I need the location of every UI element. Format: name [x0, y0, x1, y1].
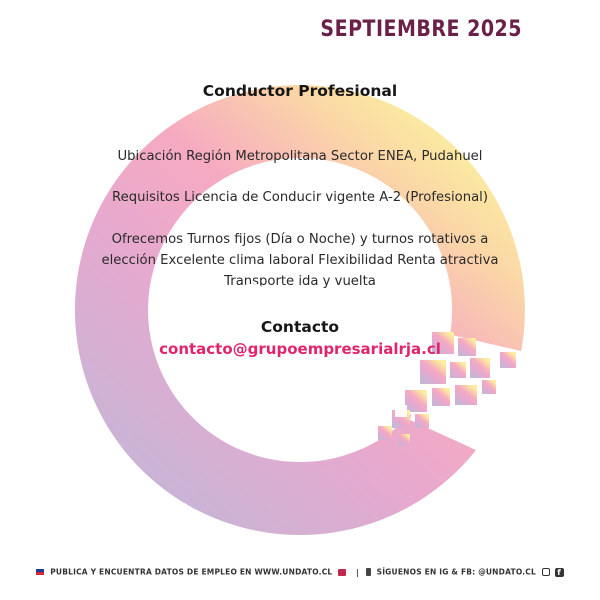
- footer-bar: [0, 567, 600, 577]
- contact-heading: Contacto: [260, 318, 340, 336]
- job-location: Ubicación Región Metropolitana Sector ENEA, Pudahuel: [117, 149, 483, 164]
- instagram-icon[interactable]: [542, 568, 550, 576]
- watermark-text: UNDATO: [264, 284, 358, 306]
- footer-right-text[interactable]: SÍGUENOS EN IG & FB: @UNDATO.CL: [376, 567, 536, 577]
- footer-left-text[interactable]: PUBLICA Y ENCUENTRA DATOS DE EMPLEO EN WWW.UNDATO.CL: [50, 567, 333, 577]
- job-title: Conductor Profesional: [202, 82, 398, 100]
- instagram-icon: [243, 284, 262, 303]
- job-requirements: Requisitos Licencia de Conducir vigente A-2 (Profesional): [112, 190, 488, 205]
- phone-icon: [366, 568, 371, 576]
- undato-watermark: [0, 284, 600, 306]
- contact-email-link[interactable]: contacto@grupoempresarialrja.cl: [159, 340, 441, 358]
- facebook-icon[interactable]: f: [555, 568, 564, 577]
- briefcase-icon: [338, 569, 346, 576]
- date-badge: SEPTIEMBRE 2025: [320, 16, 522, 42]
- footer-separator: |: [356, 567, 359, 577]
- job-offer: Ofrecemos Turnos fijos (Día o Noche) y turnos rotativos a elección Excelente clima laboral Flexibilidad Renta atractiva Transporte ida y vuelta: [101, 232, 499, 289]
- flag-icon: [36, 569, 44, 575]
